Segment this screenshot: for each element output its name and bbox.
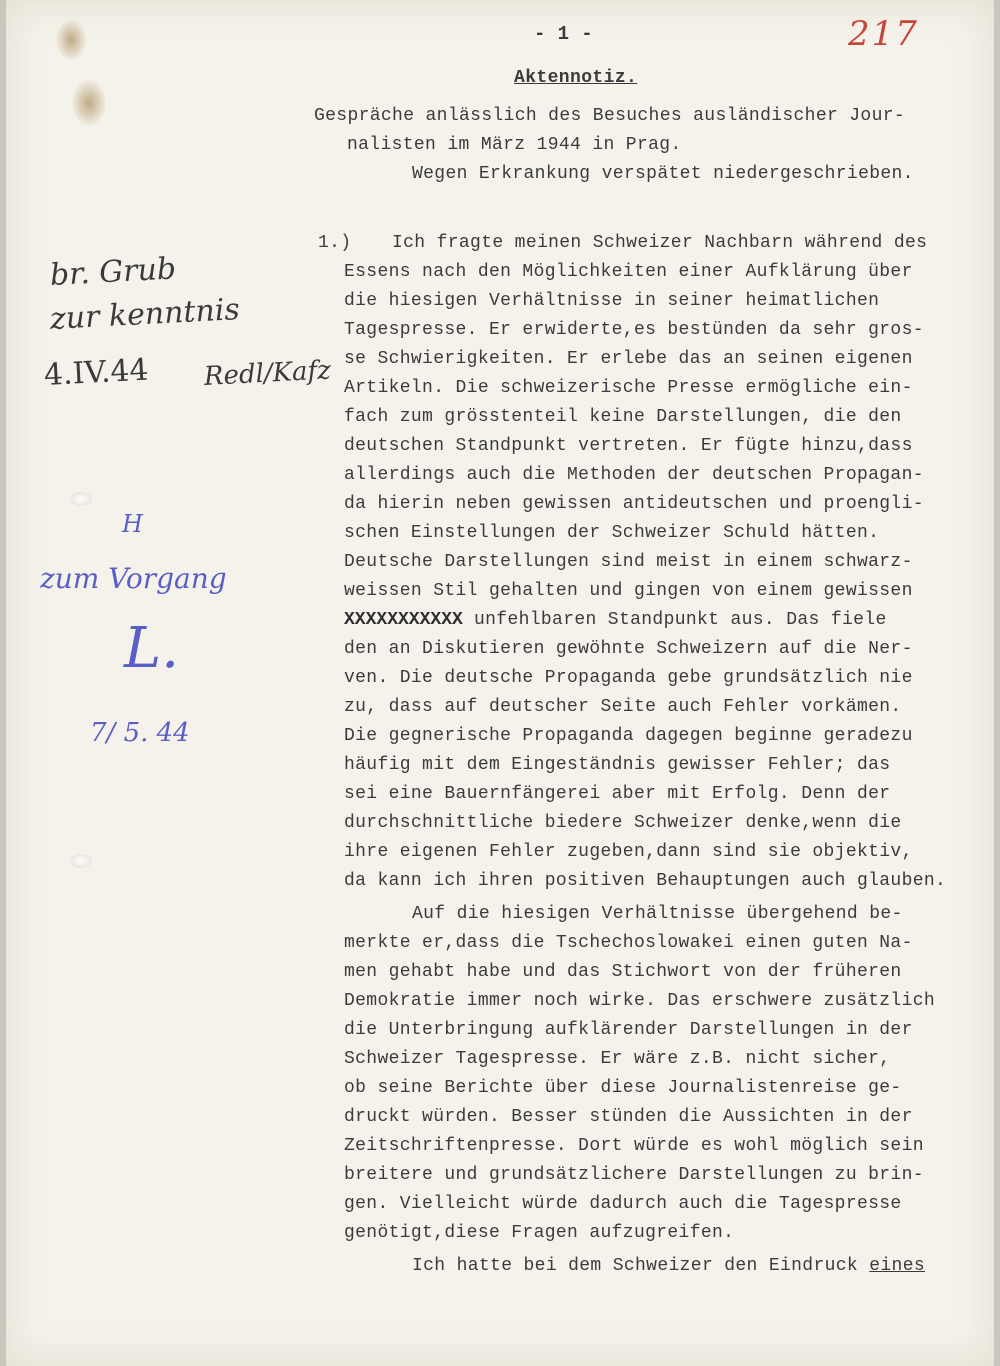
body-line: Schweizer Tagespresse. Er wäre z.B. nicht sicher, bbox=[344, 1049, 891, 1069]
handwritten-note: zur kenntnis bbox=[49, 292, 241, 337]
body-line: Demokratie immer noch wirke. Das erschwere zusätzlich bbox=[344, 991, 936, 1011]
handwritten-note: br. Grub bbox=[49, 251, 177, 293]
body-line: Tagespresse. Er erwiderte,es bestünden da sehr gros- bbox=[344, 320, 924, 340]
body-line: merkte er,dass die Tschechoslowakei einen guten Na- bbox=[344, 933, 913, 953]
body-line: da kann ich ihren positiven Behauptungen auch glauben. bbox=[344, 871, 947, 891]
body-line: breitere und grundsätzlichere Darstellungen zu brin- bbox=[344, 1165, 924, 1185]
document-page bbox=[6, 0, 994, 1366]
body-line: da hierin neben gewissen antideutschen und proengli- bbox=[344, 494, 924, 514]
page-number: - 1 - bbox=[534, 23, 594, 45]
body-line: allerdings auch die Methoden der deutschen Propagan- bbox=[344, 465, 924, 485]
body-line-with-strike bbox=[344, 610, 887, 630]
body-line: gen. Vielleicht würde dadurch auch die Tagespresse bbox=[344, 1194, 902, 1214]
body-line: Auf die hiesigen Verhältnisse übergehend be- bbox=[412, 904, 903, 924]
body-line: Artikeln. Die schweizerische Presse ermögliche ein- bbox=[344, 378, 913, 398]
punch-hole bbox=[70, 492, 92, 506]
body-line: genötigt,diese Fragen aufzugreifen. bbox=[344, 1223, 735, 1243]
body-line: den an Diskutieren gewöhnte Schweizern auf die Ner- bbox=[344, 639, 913, 659]
body-line: ven. Die deutsche Propaganda gebe grundsätzlich nie bbox=[344, 668, 913, 688]
handwritten-note: zum Vorgang bbox=[40, 562, 227, 595]
punch-hole bbox=[70, 854, 92, 868]
body-line: se Schwierigkeiten. Er erlebe das an seinen eigenen bbox=[344, 349, 913, 369]
subject-line: Wegen Erkrankung verspätet niedergeschrieben. bbox=[412, 164, 914, 184]
archive-number: 217 bbox=[848, 14, 919, 54]
body-line: Essens nach den Möglichkeiten einer Aufklärung über bbox=[344, 262, 913, 282]
handwritten-mark: H bbox=[122, 510, 143, 538]
handwritten-date: 7/ 5. 44 bbox=[90, 718, 190, 748]
body-line: druckt würden. Besser stünden die Aussichten in der bbox=[344, 1107, 913, 1127]
body-line: men gehabt habe und das Stichwort von der früheren bbox=[344, 962, 902, 982]
handwritten-initial: L. bbox=[124, 616, 179, 681]
body-line: die hiesigen Verhältnisse in seiner heimatlichen bbox=[344, 291, 880, 311]
body-line: weissen Stil gehalten und gingen von einem gewissen bbox=[344, 581, 913, 601]
paper-stain bbox=[56, 20, 86, 60]
body-line: deutschen Standpunkt vertreten. Er fügte hinzu,dass bbox=[344, 436, 913, 456]
body-line-last bbox=[412, 1256, 925, 1276]
body-line: durchschnittliche biedere Schweizer denke,wenn die bbox=[344, 813, 902, 833]
subject-line: nalisten im März 1944 in Prag. bbox=[347, 135, 682, 155]
body-line: Zeitschriftenpresse. Dort würde es wohl möglich sein bbox=[344, 1136, 924, 1156]
document-title: Aktennotiz. bbox=[514, 68, 638, 88]
body-line: Die gegnerische Propaganda dagegen beginne geradezu bbox=[344, 726, 913, 746]
body-line: die Unterbringung aufklärender Darstellungen in der bbox=[344, 1020, 913, 1040]
body-line: Ich fragte meinen Schweizer Nachbarn während des bbox=[392, 233, 928, 253]
struck-out-text: XXXXXXXXXXX bbox=[344, 610, 463, 630]
subject-line: Gespräche anlässlich des Besuches ausländischer Jour- bbox=[314, 106, 906, 126]
body-line: ob seine Berichte über diese Journalistenreise ge- bbox=[344, 1078, 902, 1098]
body-line: unfehlbaren Standpunkt aus. Das fiele bbox=[473, 610, 887, 630]
body-line: ihre eigenen Fehler zugeben,dann sind sie objektiv, bbox=[344, 842, 913, 862]
body-line: häufig mit dem Eingeständnis gewisser Fehler; das bbox=[344, 755, 891, 775]
section-marker: 1.) bbox=[318, 233, 352, 253]
body-line: zu, dass auf deutscher Seite auch Fehler vorkämen. bbox=[344, 697, 902, 717]
body-line: Ich hatte bei dem Schweizer den Eindruck bbox=[412, 1256, 859, 1276]
body-line: Deutsche Darstellungen sind meist in einem schwarz- bbox=[344, 552, 913, 572]
handwritten-date: 4.IV.44 bbox=[43, 352, 150, 393]
body-line: sei eine Bauernfängerei aber mit Erfolg. Denn der bbox=[344, 784, 891, 804]
body-line: fach zum grösstenteil keine Darstellungen, die den bbox=[344, 407, 902, 427]
paper-stain bbox=[72, 80, 106, 126]
handwritten-signature: Redl/Kafz bbox=[203, 355, 332, 392]
body-line: schen Einstellungen der Schweizer Schuld hätten. bbox=[344, 523, 880, 543]
underlined-word: eines bbox=[869, 1256, 925, 1276]
